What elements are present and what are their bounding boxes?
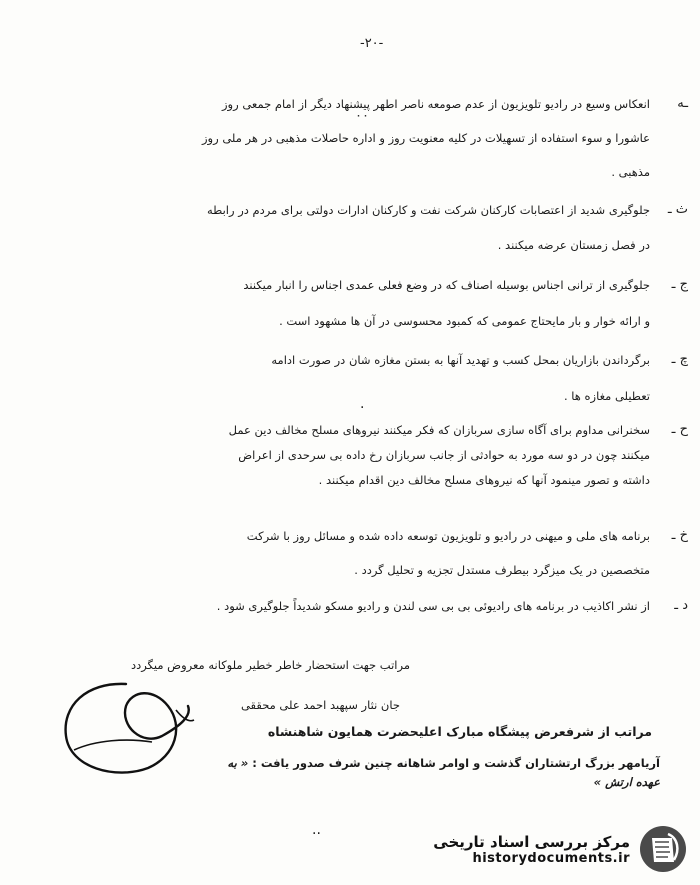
item-line: و ارائه خوار و بار مایحتاج عمومی که کمبود محسوسی در آن ها مشهود است .: [279, 314, 650, 328]
ink-mark: ·: [360, 400, 365, 416]
item-marker: ج ـ: [671, 277, 688, 292]
item-marker: د ـ: [674, 598, 688, 613]
signatory-name: جان نثار سپهبد احمد علی محققی: [240, 698, 400, 712]
item-marker: چ ـ: [671, 352, 688, 367]
closing-statement: مراتب جهت استحضار خاطر خطیر ملوکانه معروض میگردد: [130, 658, 410, 672]
archive-logo-icon: [638, 824, 688, 874]
watermark-url: historydocuments.ir: [472, 850, 630, 866]
item-line: مذهبی .: [611, 165, 650, 179]
watermark-title: مرکز بررسی اسناد تاریخی: [433, 832, 630, 851]
item-marker: ـه: [677, 96, 688, 111]
item-marker: خ ـ: [671, 528, 688, 543]
item-line: برنامه های ملی و میهنی در رادیو و تلویزیون توسعه داده شده و مسائل روز با شرکت: [246, 529, 650, 543]
item-marker: ث ـ: [667, 202, 688, 217]
list-item: [50, 598, 688, 614]
item-line: در فصل زمستان عرضه میکنند .: [497, 238, 650, 252]
item-line: داشته و تصور مینمود آنها که نیروهای مسلح مخالف دین اقدام میکنند .: [318, 473, 650, 487]
item-line: متخصصین در یک میزگرد بیطرف مستدل تجزیه و تحلیل گردد .: [354, 563, 650, 577]
watermark: [418, 820, 688, 878]
ink-mark: ··: [312, 826, 321, 842]
list-item: [50, 422, 688, 488]
list-item: [50, 277, 688, 329]
royal-note-title: مراتب از شرفعرض پیشگاه مبارک اعلیحضرت همایون شاهنشاه: [267, 724, 652, 739]
item-line: برگرداندن بازاریان بمحل کسب و تهدید آنها به بستن مغازه شان در صورت ادامه: [271, 353, 650, 367]
royal-note-body: [200, 752, 660, 790]
item-line: از نشر اکاذیب در برنامه های رادیوئی بی بی سی لندن و رادیو مسکو شدیداً جلوگیری شود .: [216, 599, 650, 613]
list-item: [50, 96, 688, 180]
item-line: عاشورا و سوء استفاده از تسهیلات در کلیه معنویت روز و اداره حاصلات مذهبی در هر ملی روز: [202, 131, 650, 145]
ink-mark: ˙˙: [355, 114, 369, 130]
item-line: تعطیلی مغازه ها .: [563, 389, 650, 403]
list-item: [50, 202, 688, 253]
item-marker: ح ـ: [671, 422, 688, 437]
item-line: جلوگیری شدید از اعتصابات کارکنان شرکت نفت و کارکنان ادارات دولتی برای مردم در رابطه: [206, 203, 650, 217]
royal-decree-quote: « به عهده ارتش »: [227, 756, 660, 789]
royal-note: [232, 724, 652, 739]
item-line: میکنند چون در دو سه مورد به حوادثی از جانب سربازان رخ داده بی سرحدی از اعراض: [238, 448, 650, 462]
item-line: انعکاس وسیع در رادیو تلویزیون از عدم صومعه ناصر اطهر پیشنهاد دیگر از امام جمعی روز: [222, 97, 650, 111]
item-line: جلوگیری از ترانی اجناس بوسیله اصناف که در وضع فعلی عمدی اجناس را انبار میکنند: [243, 278, 650, 292]
signature-flourish: [56, 676, 196, 786]
list-item: [50, 528, 688, 578]
item-line: سخنرانی مداوم برای آگاه سازی سربازان که فکر میکنند نیروهای مسلح مخالف دین عمل: [228, 423, 650, 437]
list-item: [50, 352, 688, 404]
page-number: -۲۰-: [360, 36, 384, 51]
royal-note-text: آریامهر بزرگ ارتشتاران گذشت و اوامر شاهانه چنین شرف صدور یافت :: [248, 756, 660, 770]
